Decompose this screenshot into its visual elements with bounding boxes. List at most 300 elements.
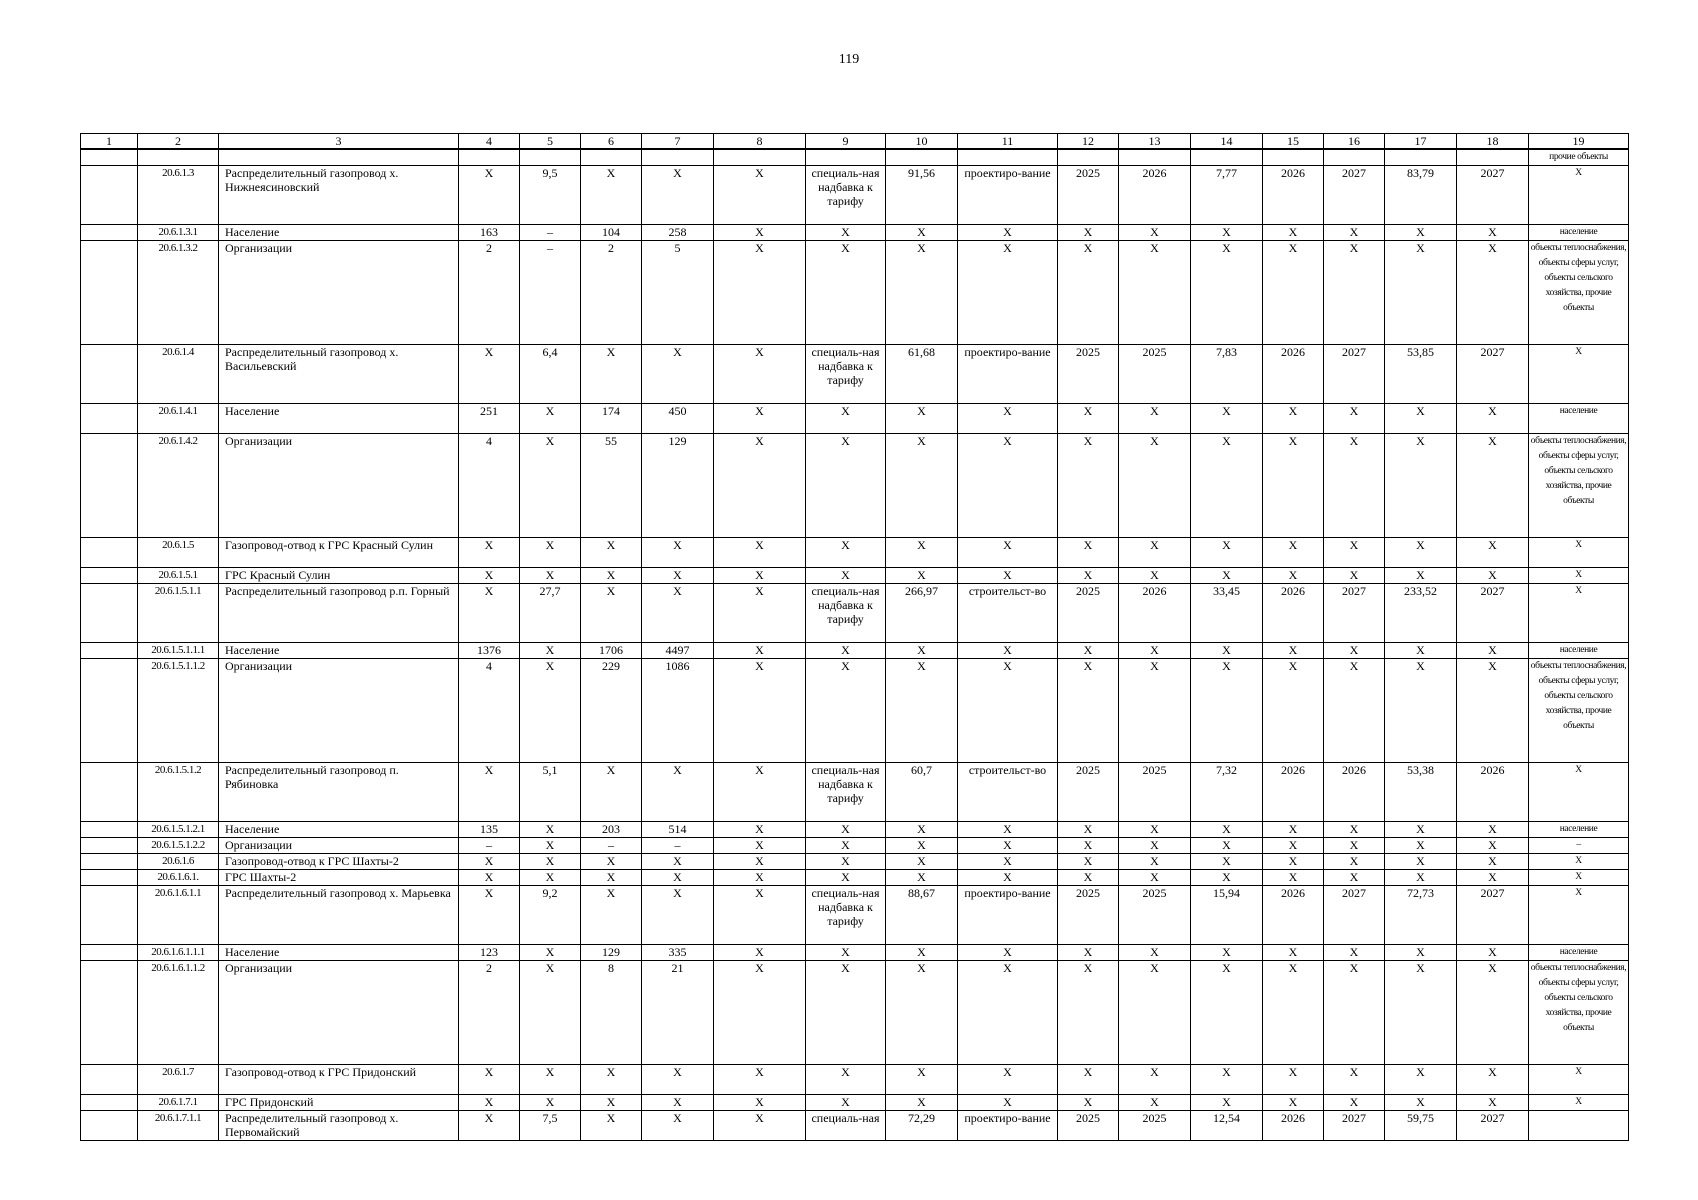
table-cell: Х [714, 945, 806, 961]
table-cell: Х [1119, 822, 1191, 838]
table-cell: 60,7 [886, 763, 958, 822]
item-name-cell: Распределительный газопровод х. Первомайский [219, 1111, 459, 1141]
table-cell [581, 149, 642, 166]
item-name-cell: Организации [219, 241, 459, 345]
table-cell: 2026 [1263, 763, 1324, 822]
table-cell: Х [1457, 659, 1529, 763]
table-cell: 2027 [1457, 345, 1529, 404]
table-cell [81, 434, 138, 538]
table-cell: Х [1191, 822, 1263, 838]
table-cell: Х [1457, 838, 1529, 854]
table-cell [642, 149, 714, 166]
table-cell: 4 [459, 434, 520, 538]
funding-source-cell: Х [806, 643, 886, 659]
table-cell: Х [714, 886, 806, 945]
table-cell: Х [886, 1065, 958, 1095]
column-number-2: 2 [138, 134, 219, 150]
table-cell: 2 [459, 241, 520, 345]
table-cell: Х [642, 870, 714, 886]
table-cell: 1706 [581, 643, 642, 659]
funding-source-cell: специаль-ная [806, 1111, 886, 1141]
table-cell: Х [1191, 404, 1263, 434]
table-cell: Х [1385, 434, 1457, 538]
item-code-cell: 20.6.1.3.2 [138, 241, 219, 345]
table-cell: Х [520, 838, 581, 854]
table-cell: Х [1119, 434, 1191, 538]
consumer-category-cell: Х [1529, 886, 1629, 945]
table-cell: Х [642, 584, 714, 643]
consumer-category-cell: Х [1529, 1095, 1629, 1111]
item-code-cell [138, 149, 219, 166]
table-cell [81, 822, 138, 838]
table-cell [81, 838, 138, 854]
funding-source-cell: Х [806, 538, 886, 568]
table-row [81, 886, 1629, 945]
table-cell: Х [714, 1095, 806, 1111]
table-cell: Х [1191, 538, 1263, 568]
table-cell: Х [1324, 1065, 1385, 1095]
table-cell: 251 [459, 404, 520, 434]
table-cell: Х [581, 345, 642, 404]
table-cell: Х [1119, 659, 1191, 763]
consumer-category-cell: объекты теплоснабжения, объекты сферы услуг, объекты сельского хозяйства, прочие объекты [1529, 659, 1629, 763]
table-cell [1457, 149, 1529, 166]
table-cell: Х [886, 838, 958, 854]
funding-source-cell: Х [806, 241, 886, 345]
table-cell: Х [886, 822, 958, 838]
item-name-cell: Распределительный газопровод п. Рябиновка [219, 763, 459, 822]
table-cell [81, 1111, 138, 1141]
table-cell: 1376 [459, 643, 520, 659]
table-cell: 2027 [1457, 166, 1529, 225]
item-name-cell: Газопровод-отвод к ГРС Придонский [219, 1065, 459, 1095]
item-code-cell: 20.6.1.7.1.1 [138, 1111, 219, 1141]
table-cell [81, 961, 138, 1065]
table-cell: Х [1058, 538, 1119, 568]
table-cell: 4497 [642, 643, 714, 659]
table-cell: Х [714, 822, 806, 838]
item-code-cell: 20.6.1.6 [138, 854, 219, 870]
funding-source-cell: специаль-ная надбавка к тарифу [806, 886, 886, 945]
table-cell: Х [642, 1095, 714, 1111]
item-code-cell: 20.6.1.6.1. [138, 870, 219, 886]
item-name-cell: Распределительный газопровод х. Марьевка [219, 886, 459, 945]
column-number-17: 17 [1385, 134, 1457, 150]
table-cell: Х [520, 1095, 581, 1111]
table-cell: 61,68 [886, 345, 958, 404]
table-cell: 2025 [1058, 345, 1119, 404]
table-cell: 2 [581, 241, 642, 345]
column-number-1: 1 [81, 134, 138, 150]
stage-cell: Х [958, 225, 1058, 241]
table-cell: Х [1191, 241, 1263, 345]
table-cell: 2026 [1263, 345, 1324, 404]
stage-cell: Х [958, 404, 1058, 434]
table-cell: Х [1457, 854, 1529, 870]
consumer-category-cell: население [1529, 643, 1629, 659]
table-cell: Х [714, 434, 806, 538]
table-cell [459, 149, 520, 166]
table-cell: Х [886, 659, 958, 763]
table-cell: Х [1457, 1065, 1529, 1095]
stage-cell: Х [958, 870, 1058, 886]
table-cell: Х [1191, 568, 1263, 584]
table-cell: Х [1324, 945, 1385, 961]
column-number-9: 9 [806, 134, 886, 150]
table-cell: Х [1191, 434, 1263, 538]
table-cell: Х [642, 886, 714, 945]
stage-cell: строительст-во [958, 584, 1058, 643]
table-cell: Х [520, 822, 581, 838]
table-cell: Х [642, 166, 714, 225]
item-code-cell: 20.6.1.3.1 [138, 225, 219, 241]
table-cell: Х [1263, 945, 1324, 961]
table-cell: Х [1191, 838, 1263, 854]
table-cell: 2027 [1457, 584, 1529, 643]
table-row [81, 1065, 1629, 1095]
table-cell: Х [1191, 643, 1263, 659]
table-cell: 91,56 [886, 166, 958, 225]
table-cell: Х [714, 659, 806, 763]
table-cell: 15,94 [1191, 886, 1263, 945]
item-code-cell: 20.6.1.4.2 [138, 434, 219, 538]
table-row [81, 345, 1629, 404]
table-cell [1385, 149, 1457, 166]
consumer-category-cell: объекты теплоснабжения, объекты сферы услуг, объекты сельского хозяйства, прочие объекты [1529, 434, 1629, 538]
table-cell [81, 643, 138, 659]
consumer-category-cell: Х [1529, 166, 1629, 225]
column-number-3: 3 [219, 134, 459, 150]
table-cell: Х [642, 763, 714, 822]
table-cell: 2025 [1119, 345, 1191, 404]
column-number-10: 10 [886, 134, 958, 150]
table-cell: Х [581, 1111, 642, 1141]
table-cell: Х [1324, 822, 1385, 838]
table-cell: 4 [459, 659, 520, 763]
table-cell: Х [1457, 822, 1529, 838]
consumer-category-cell: объекты теплоснабжения, объекты сферы услуг, объекты сельского хозяйства, прочие объекты [1529, 961, 1629, 1065]
table-cell: Х [886, 568, 958, 584]
table-cell: Х [1263, 1095, 1324, 1111]
item-code-cell: 20.6.1.5.1 [138, 568, 219, 584]
table-cell: Х [581, 763, 642, 822]
table-cell [81, 584, 138, 643]
consumer-category-cell: Х [1529, 345, 1629, 404]
table-cell: Х [886, 1095, 958, 1111]
table-cell: – [520, 225, 581, 241]
table-cell: Х [459, 1095, 520, 1111]
table-cell [81, 345, 138, 404]
table-cell [81, 854, 138, 870]
table-cell: Х [1191, 1065, 1263, 1095]
item-name-cell: Организации [219, 838, 459, 854]
funding-source-cell: Х [806, 961, 886, 1065]
column-number-14: 14 [1191, 134, 1263, 150]
table-cell: 335 [642, 945, 714, 961]
column-number-19: 19 [1529, 134, 1629, 150]
funding-source-cell: Х [806, 568, 886, 584]
column-number-18: 18 [1457, 134, 1529, 150]
table-cell: 2025 [1058, 763, 1119, 822]
table-cell: Х [1058, 838, 1119, 854]
stage-cell: проектиро-вание [958, 886, 1058, 945]
table-cell: Х [1385, 1095, 1457, 1111]
funding-source-cell [806, 149, 886, 166]
table-cell: 135 [459, 822, 520, 838]
column-number-13: 13 [1119, 134, 1191, 150]
table-cell: Х [886, 945, 958, 961]
table-row [81, 538, 1629, 568]
table-cell: Х [1263, 568, 1324, 584]
stage-cell: строительст-во [958, 763, 1058, 822]
table-cell: Х [1457, 434, 1529, 538]
table-cell [81, 225, 138, 241]
table-cell: Х [1119, 1095, 1191, 1111]
stage-cell: Х [958, 538, 1058, 568]
stage-cell: Х [958, 961, 1058, 1065]
table-cell: Х [1058, 854, 1119, 870]
table-cell: 9,5 [520, 166, 581, 225]
table-cell: Х [520, 870, 581, 886]
stage-cell [958, 149, 1058, 166]
table-cell: Х [1385, 854, 1457, 870]
table-cell: 5 [642, 241, 714, 345]
table-cell: Х [1191, 659, 1263, 763]
table-cell: Х [1058, 643, 1119, 659]
table-cell: 7,5 [520, 1111, 581, 1141]
table-cell: 9,2 [520, 886, 581, 945]
table-cell: Х [1191, 854, 1263, 870]
table-cell: Х [520, 643, 581, 659]
table-cell: Х [1457, 568, 1529, 584]
table-row [81, 961, 1629, 1065]
table-cell: Х [1058, 225, 1119, 241]
table-cell: 53,38 [1385, 763, 1457, 822]
table-cell: Х [1385, 961, 1457, 1065]
table-row [81, 166, 1629, 225]
table-cell: Х [520, 404, 581, 434]
consumer-category-cell: население [1529, 404, 1629, 434]
consumer-category-cell: население [1529, 225, 1629, 241]
table-cell: 266,97 [886, 584, 958, 643]
funding-source-cell: Х [806, 822, 886, 838]
consumer-category-cell: Х [1529, 870, 1629, 886]
item-code-cell: 20.6.1.4 [138, 345, 219, 404]
table-cell: Х [714, 763, 806, 822]
item-code-cell: 20.6.1.7.1 [138, 1095, 219, 1111]
table-cell: Х [581, 886, 642, 945]
stage-cell: проектиро-вание [958, 1111, 1058, 1141]
table-cell: Х [1058, 1095, 1119, 1111]
table-cell: Х [714, 568, 806, 584]
table-cell: Х [520, 945, 581, 961]
funding-source-cell: Х [806, 870, 886, 886]
table-cell: Х [1324, 434, 1385, 538]
table-cell [714, 149, 806, 166]
table-cell [81, 1095, 138, 1111]
stage-cell: Х [958, 568, 1058, 584]
table-cell: Х [1385, 568, 1457, 584]
table-cell: Х [886, 643, 958, 659]
item-code-cell: 20.6.1.6.1.1.2 [138, 961, 219, 1065]
consumer-category-cell: Х [1529, 568, 1629, 584]
table-cell: Х [1385, 404, 1457, 434]
table-cell: Х [1324, 404, 1385, 434]
item-code-cell: 20.6.1.5.1.2.2 [138, 838, 219, 854]
stage-cell: Х [958, 854, 1058, 870]
table-cell: 83,79 [1385, 166, 1457, 225]
table-cell: Х [642, 568, 714, 584]
table-cell: Х [1119, 404, 1191, 434]
table-cell: – [459, 838, 520, 854]
table-cell: 6,4 [520, 345, 581, 404]
table-cell: Х [886, 854, 958, 870]
table-cell: Х [1058, 961, 1119, 1065]
table-row [81, 763, 1629, 822]
table-cell: Х [714, 1065, 806, 1095]
table-cell: Х [714, 345, 806, 404]
consumer-category-cell: Х [1529, 538, 1629, 568]
funding-source-cell: Х [806, 854, 886, 870]
consumer-category-cell [1529, 1111, 1629, 1141]
table-cell: 5,1 [520, 763, 581, 822]
consumer-category-cell: Х [1529, 1065, 1629, 1095]
table-cell [81, 763, 138, 822]
item-name-cell: Население [219, 404, 459, 434]
table-cell: Х [1191, 225, 1263, 241]
table-cell: Х [886, 241, 958, 345]
table-cell: Х [1457, 538, 1529, 568]
table-cell: Х [1119, 945, 1191, 961]
item-code-cell: 20.6.1.5 [138, 538, 219, 568]
table-cell: Х [1119, 1065, 1191, 1095]
table-cell: Х [581, 538, 642, 568]
table-cell: 55 [581, 434, 642, 538]
table-cell: Х [520, 961, 581, 1065]
item-name-cell: Распределительный газопровод х. Васильевский [219, 345, 459, 404]
table-cell: Х [714, 961, 806, 1065]
stage-cell: Х [958, 241, 1058, 345]
table-cell [1324, 149, 1385, 166]
table-cell: Х [714, 404, 806, 434]
funding-source-cell: специаль-ная надбавка к тарифу [806, 166, 886, 225]
table-cell: 33,45 [1191, 584, 1263, 643]
table-cell [81, 166, 138, 225]
item-name-cell: Газопровод-отвод к ГРС Красный Сулин [219, 538, 459, 568]
table-cell: Х [714, 538, 806, 568]
column-number-16: 16 [1324, 134, 1385, 150]
funding-source-cell: Х [806, 945, 886, 961]
table-cell: 59,75 [1385, 1111, 1457, 1141]
table-cell: Х [714, 870, 806, 886]
table-row [81, 838, 1629, 854]
column-number-row [81, 134, 1629, 150]
table-cell: Х [459, 854, 520, 870]
stage-cell: проектиро-вание [958, 166, 1058, 225]
table-cell: 7,32 [1191, 763, 1263, 822]
item-name-cell: Население [219, 643, 459, 659]
table-cell: Х [642, 854, 714, 870]
table-cell: Х [1058, 568, 1119, 584]
consumer-category-cell: Х [1529, 584, 1629, 643]
table-cell [81, 404, 138, 434]
table-cell [81, 568, 138, 584]
table-cell: Х [520, 568, 581, 584]
table-cell: 123 [459, 945, 520, 961]
funding-source-cell: Х [806, 838, 886, 854]
table-cell: 2 [459, 961, 520, 1065]
table-cell: 2025 [1058, 1111, 1119, 1141]
table-cell: Х [1058, 404, 1119, 434]
table-cell: 2027 [1457, 1111, 1529, 1141]
table-cell: Х [714, 584, 806, 643]
table-row [81, 1111, 1629, 1141]
table-row [81, 854, 1629, 870]
item-name-cell: Организации [219, 659, 459, 763]
table-cell: Х [1119, 538, 1191, 568]
stage-cell: Х [958, 1095, 1058, 1111]
stage-cell: Х [958, 434, 1058, 538]
table-cell: Х [1263, 643, 1324, 659]
item-name-cell: Организации [219, 961, 459, 1065]
table-cell: 2027 [1324, 584, 1385, 643]
table-cell: Х [1457, 961, 1529, 1065]
table-cell: 174 [581, 404, 642, 434]
table-cell: Х [459, 166, 520, 225]
column-number-8: 8 [714, 134, 806, 150]
table-row [81, 659, 1629, 763]
table-cell: Х [642, 1111, 714, 1141]
table-cell: 2027 [1324, 345, 1385, 404]
table-cell [81, 538, 138, 568]
table-cell: Х [1263, 838, 1324, 854]
table-row [81, 149, 1629, 166]
table-cell: Х [1119, 568, 1191, 584]
table-cell: Х [1385, 822, 1457, 838]
stage-cell: Х [958, 659, 1058, 763]
table-cell: Х [520, 434, 581, 538]
table-cell: Х [520, 1065, 581, 1095]
table-cell: Х [1324, 241, 1385, 345]
table-cell: Х [1119, 870, 1191, 886]
table-cell: 2025 [1058, 584, 1119, 643]
table-cell: Х [1263, 659, 1324, 763]
table-cell: Х [1457, 225, 1529, 241]
table-cell: Х [1385, 225, 1457, 241]
table-cell: Х [1119, 961, 1191, 1065]
table-cell: 7,83 [1191, 345, 1263, 404]
table-cell [1058, 149, 1119, 166]
table-cell: Х [1119, 838, 1191, 854]
column-number-4: 4 [459, 134, 520, 150]
table-cell: 104 [581, 225, 642, 241]
funding-source-cell: специаль-ная надбавка к тарифу [806, 763, 886, 822]
table-cell: Х [714, 225, 806, 241]
table-row [81, 404, 1629, 434]
table-cell: 203 [581, 822, 642, 838]
table-cell: 72,73 [1385, 886, 1457, 945]
table-cell: Х [642, 538, 714, 568]
table-cell: Х [1324, 659, 1385, 763]
stage-cell: Х [958, 1065, 1058, 1095]
table-cell [81, 945, 138, 961]
table-cell: 2026 [1263, 166, 1324, 225]
table-cell: Х [459, 538, 520, 568]
table-cell [81, 1065, 138, 1095]
table-cell: Х [581, 584, 642, 643]
table-cell: Х [1324, 225, 1385, 241]
table-cell: Х [581, 1095, 642, 1111]
